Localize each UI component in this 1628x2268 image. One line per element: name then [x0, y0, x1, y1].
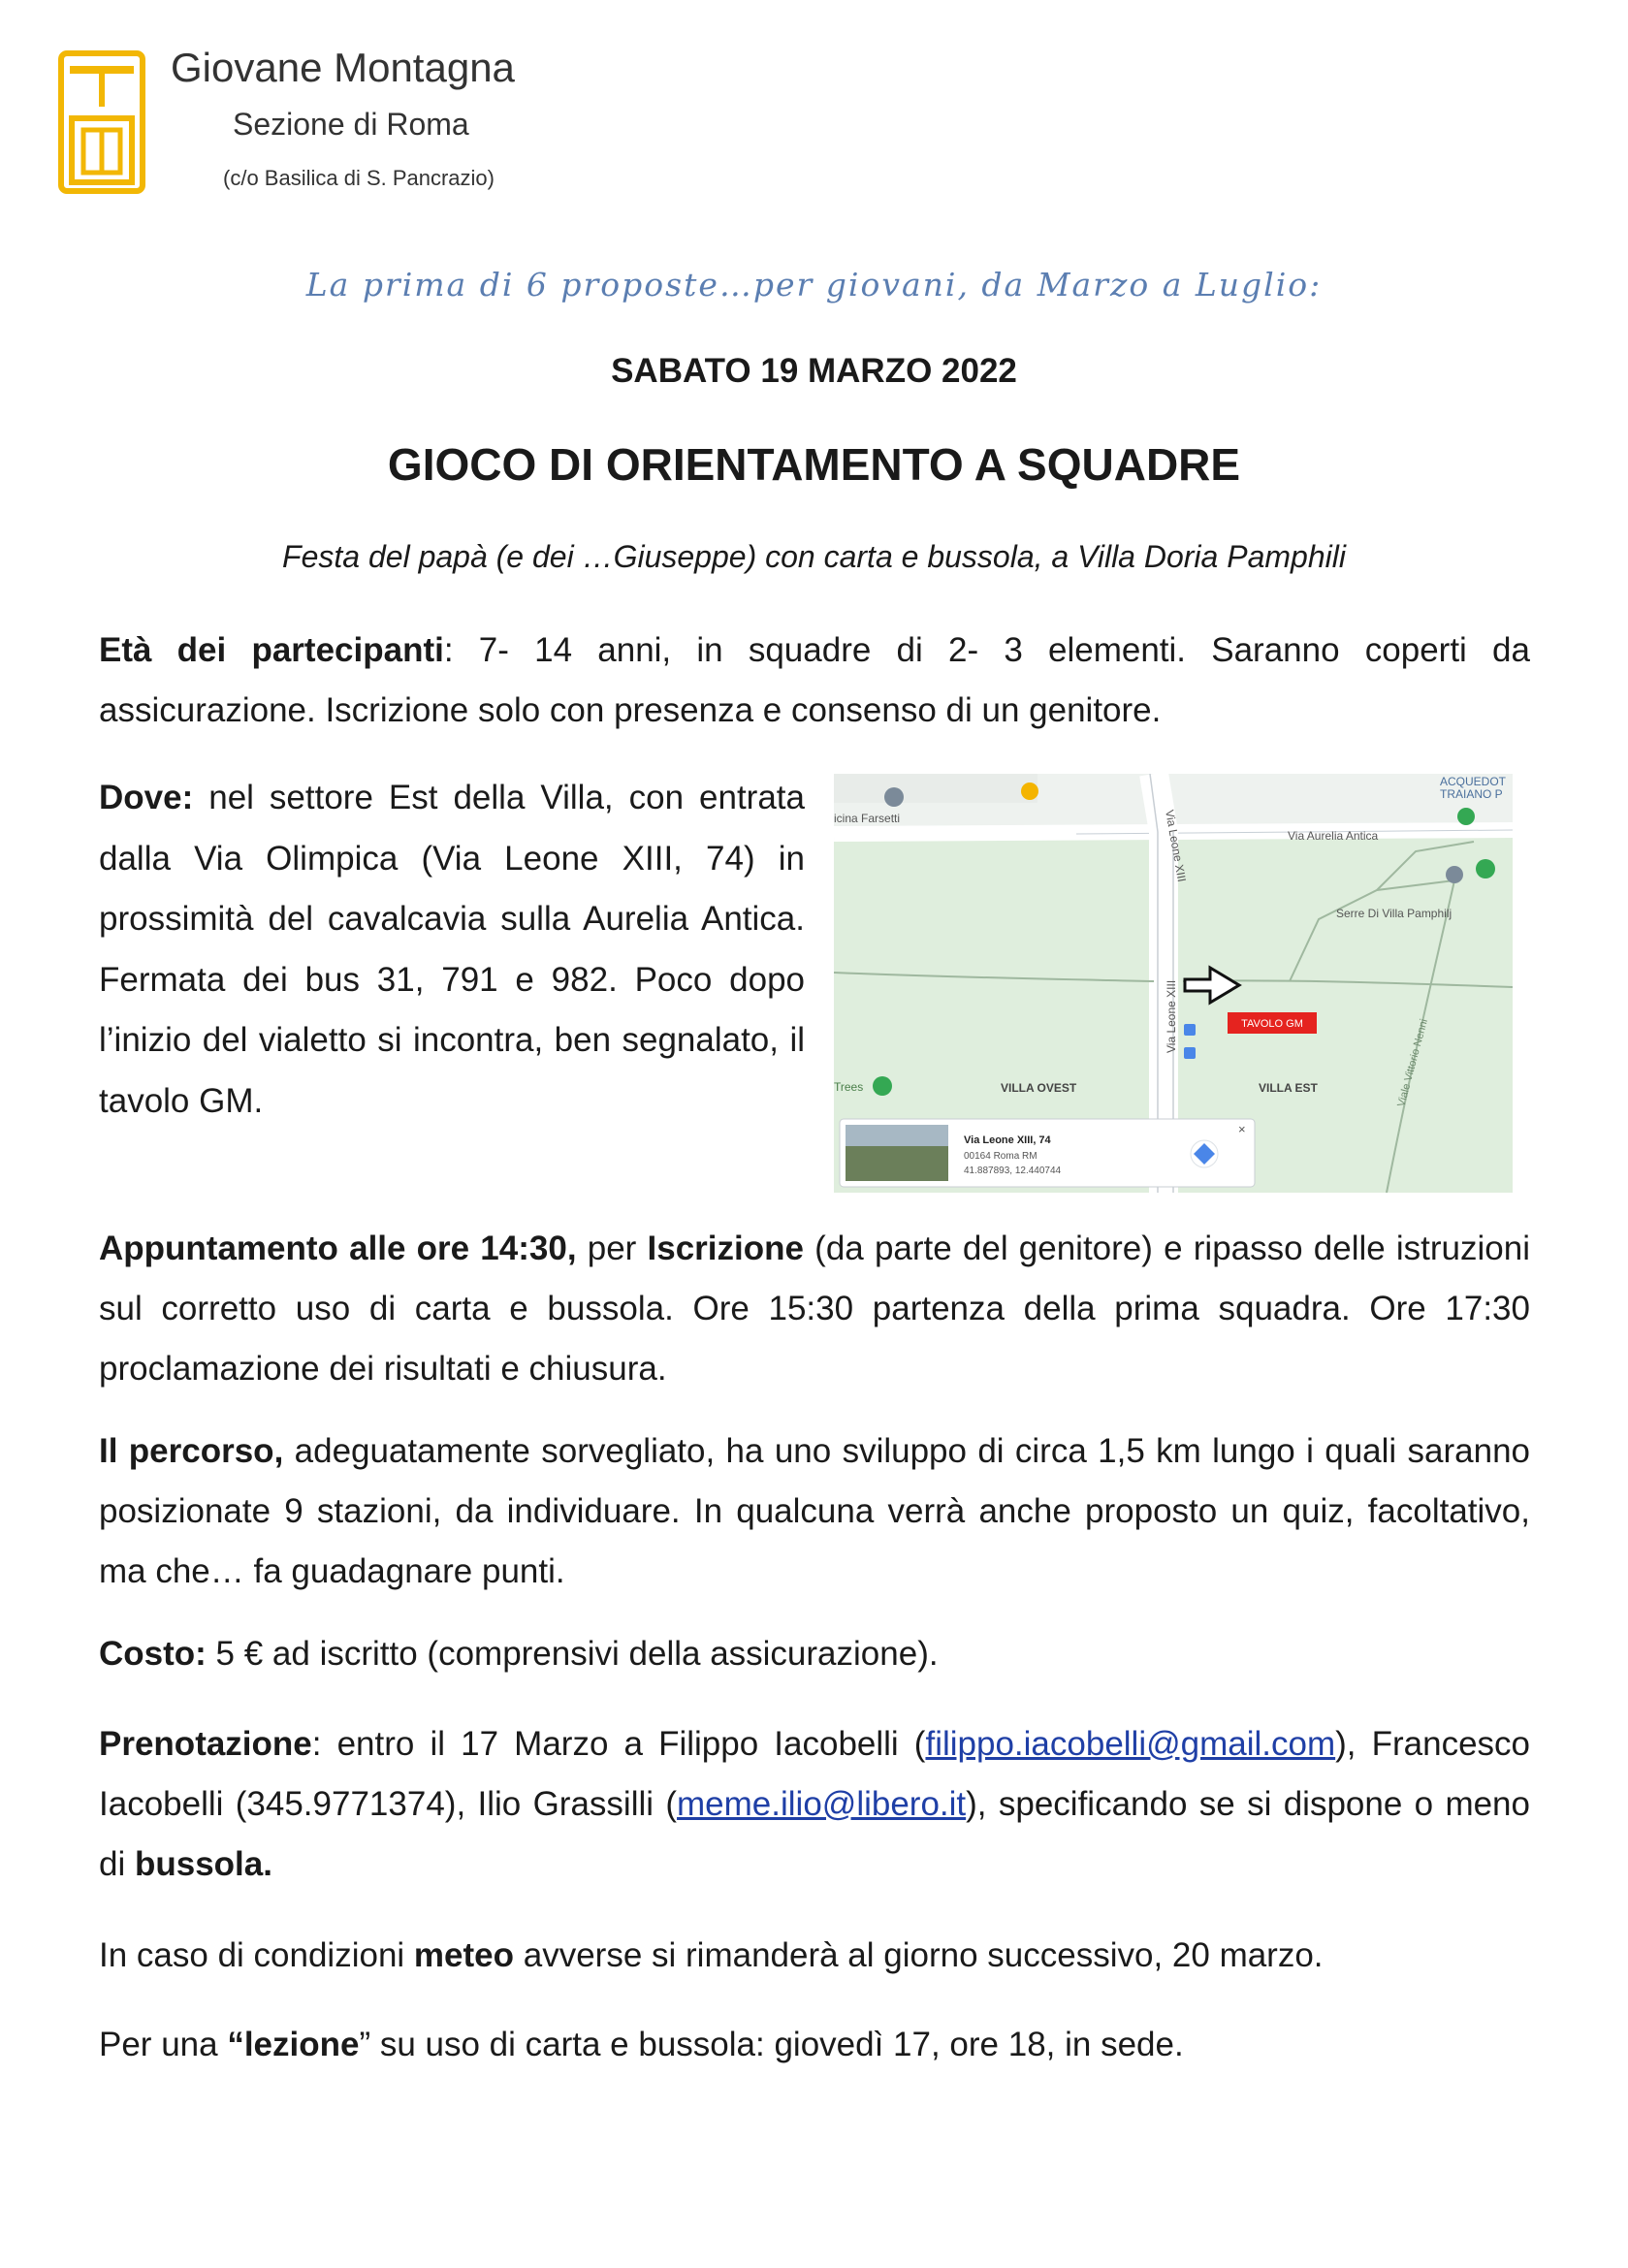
meteo-text-1: In caso di condizioni: [99, 1936, 414, 1974]
card-title: Via Leone XIII, 74: [964, 1134, 1051, 1146]
close-icon[interactable]: ×: [1238, 1122, 1246, 1136]
map-label-villa-est: VILLA EST: [1259, 1081, 1318, 1095]
prenotazione-label: Prenotazione: [99, 1725, 312, 1763]
pin-serre: [1446, 866, 1463, 883]
appuntamento-text-1: per: [576, 1230, 648, 1267]
org-header: [171, 43, 578, 192]
org-name: Giovane Montagna: [171, 45, 515, 90]
email-link-ilio[interactable]: meme.ilio@libero.it: [677, 1785, 967, 1823]
event-subtitle: Festa del papà (e dei …Giuseppe) con carta e bussola, a Villa Doria Pamphili: [282, 539, 1346, 574]
event-title: GIOCO DI ORIENTAMENTO A SQUADRE: [387, 439, 1241, 490]
tagline: La prima di 6 proposte…per giovani, da Marzo a Luglio:: [305, 266, 1323, 303]
percorso-text: adeguatamente sorvegliato, ha uno sviluppo di circa 1,5 km lungo i quali saranno posizionate 9 stazioni, da individuare. In qualcuna verrà anche proposto un quiz, facoltativo, ma che… fa guadagnare punti.: [99, 1432, 1531, 1590]
costo-paragraph: [99, 1624, 1530, 1684]
prenotazione-text-1: : entro il 17 Marzo a Filippo Iacobelli (: [311, 1725, 926, 1763]
map-label-acquedotto-1: ACQUEDOT: [1440, 775, 1507, 788]
email-link-filippo[interactable]: filippo.iacobelli@gmail.com: [925, 1725, 1336, 1763]
eta-paragraph: [99, 621, 1530, 741]
percorso-paragraph: [99, 1421, 1530, 1602]
lezione-label: “lezione: [227, 2026, 360, 2063]
pin-trees: [873, 1076, 892, 1096]
lezione-text-2: ” su uso di carta e bussola: giovedì 17, ore 18, in sede.: [359, 2026, 1184, 2063]
meteo-label: meteo: [413, 1936, 515, 1974]
map-label-aurelia: Via Aurelia Antica: [1288, 829, 1379, 843]
org-address: (c/o Basilica di S. Pancrazio): [223, 166, 495, 190]
appuntamento-text-2: (da parte del genitore) e ripasso delle istruzioni sul corretto uso di carta e bussola. Ore 15:30 partenza della prima squadra. Ore 17:30 proclamazione dei risultati e chiusura.: [99, 1230, 1531, 1388]
appuntamento-paragraph: [99, 1219, 1530, 1399]
percorso-label: Il percorso,: [99, 1432, 284, 1470]
eta-text: : 7- 14 anni, in squadre di 2- 3 elementi. Saranno coperti da assicurazione. Iscrizione solo con presenza e consenso di un genitore.: [99, 631, 1530, 729]
map-label-villa-ovest: VILLA OVEST: [1001, 1081, 1077, 1095]
card-line1: 00164 Roma RM: [964, 1151, 1037, 1162]
tavolo-badge-label: TAVOLO GM: [1241, 1018, 1303, 1030]
card-line2: 41.887893, 12.440744: [964, 1166, 1062, 1176]
appuntamento-label: Appuntamento alle ore 14:30,: [99, 1230, 577, 1267]
map-label-leone-top: Via Leone XIII: [1163, 809, 1189, 883]
map-label-serre: Serre Di Villa Pamphilj: [1336, 907, 1452, 920]
org-section: Sezione di Roma: [233, 107, 469, 142]
map-label-acquedotto-2: TRAIANO P: [1440, 787, 1503, 801]
pin-park: [1476, 859, 1495, 878]
meteo-text-2: avverse si rimanderà al giorno successivo, 20 marzo.: [514, 1936, 1324, 1974]
map-label-leone-bottom: Via Leone XIII: [1165, 979, 1178, 1053]
prenotazione-text-2: ), Francesco Iacobelli (345.9771374), Ilio Grassilli (: [99, 1725, 1531, 1823]
lezione-text-1: Per una: [99, 2026, 228, 2063]
event-date: SABATO 19 MARZO 2022: [611, 352, 1017, 390]
bus-stop-icon: [1184, 1024, 1196, 1036]
eta-label: Età dei partecipanti: [99, 631, 444, 669]
pin-restaurant: [1021, 783, 1038, 800]
costo-text: 5 € ad iscritto (comprensivi della assicurazione).: [206, 1635, 939, 1673]
bussola-label: bussola.: [134, 1845, 272, 1883]
map-label-farsetti: icina Farsetti: [834, 812, 901, 825]
prenotazione-paragraph: [99, 1714, 1530, 1895]
bus-stop-icon-2: [1184, 1047, 1196, 1059]
lezione-paragraph: [99, 2015, 1530, 2075]
dove-label: Dove:: [99, 779, 194, 816]
prenotazione-text-3: ), specificando se si dispone o meno di: [99, 1785, 1530, 1883]
pin-acquedotto: [1457, 808, 1475, 825]
logo: [58, 50, 145, 194]
location-card[interactable]: [840, 1119, 1255, 1187]
costo-label: Costo:: [99, 1635, 207, 1673]
meteo-paragraph: [99, 1926, 1530, 1986]
map-label-vitorri: Viale Vittorio Nenni: [1395, 1017, 1431, 1108]
map-label-trees: Trees: [834, 1080, 864, 1094]
dove-paragraph: [99, 768, 805, 1132]
pin-farsetti: [884, 787, 904, 807]
dove-text: nel settore Est della Villa, con entrata dalla Via Olimpica (Via Leone XIII, 74) in prossimità del cavalcavia sulla Aurelia Antica. Fermata dei bus 31, 791 e 982. Poco dopo l’inizio del vialetto si incontra, ben segnalato, il tavolo GM.: [99, 779, 805, 1120]
location-map[interactable]: [834, 774, 1513, 1193]
iscrizione-label: Iscrizione: [647, 1230, 804, 1267]
